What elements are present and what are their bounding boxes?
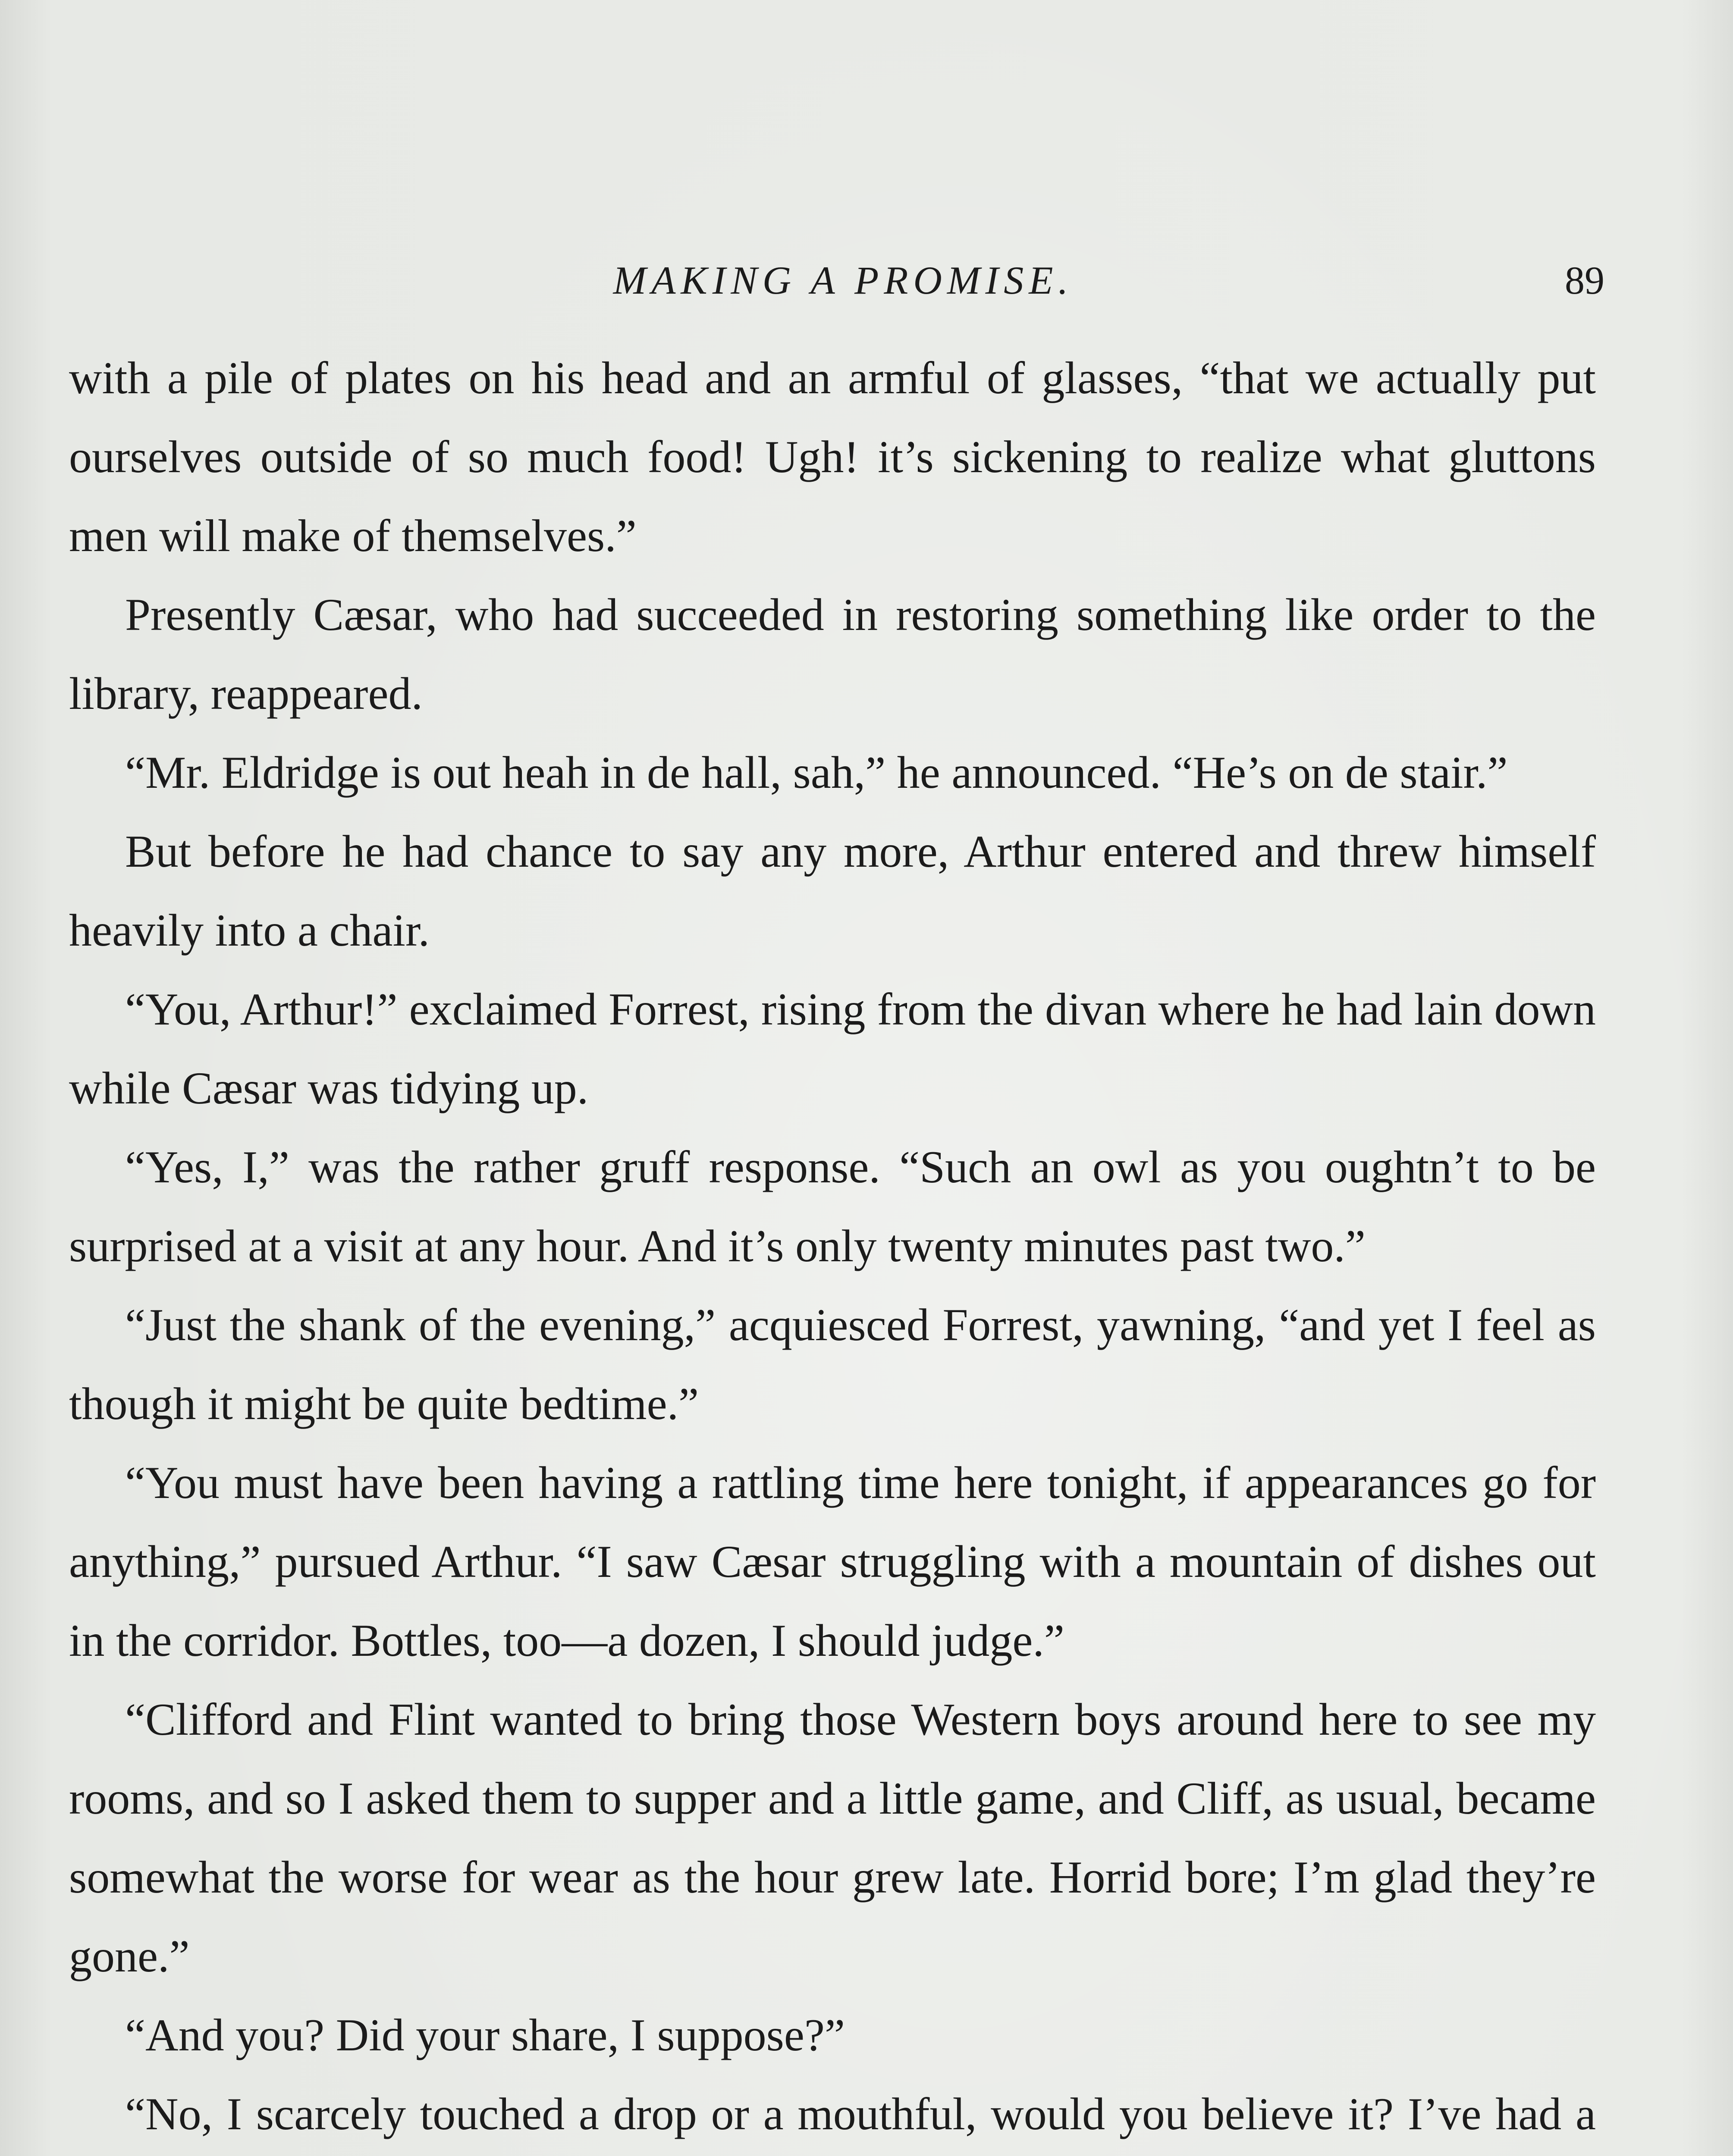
page-number: 89 — [1565, 258, 1604, 302]
page-body — [69, 338, 1596, 2156]
paragraph: “No, I scarcely touched a drop or a mouthful, would you believe it? I’ve had a — [125, 2089, 1596, 2139]
paragraph: But before he had chance to say any more, Arthur entered and threw himself heavily into a chair. — [69, 826, 1596, 956]
paragraph: “You must have been having a rattling time here tonight, if appearances go for anything,” pursued Arthur. “I saw Cæsar struggling with a mountain of dishes out in the corridor. Bottles, too—a dozen, I should judge.” — [69, 1457, 1596, 1666]
paragraph: “Just the shank of the evening,” acquiesced Forrest, yawning, “and yet I feel as though it might be quite bedtime.” — [69, 1300, 1596, 1429]
running-head: MAKING A PROMISE. — [613, 258, 1074, 302]
paragraph: “Yes, I,” was the rather gruff response. “Such an owl as you oughtn’t to be surprised at a visit at any hour. And it’s only twenty minutes past two.” — [69, 1142, 1596, 1271]
paragraph: “Mr. Eldridge is out heah in de hall, sah,” he announced. “He’s on de stair.” — [125, 747, 1508, 798]
page-header — [0, 248, 1733, 313]
paragraph: Presently Cæsar, who had succeeded in restoring something like order to the library, reappeared. — [69, 589, 1596, 719]
paragraph: “And you? Did your share, I suppose?” — [125, 2010, 845, 2060]
paragraph: “You, Arthur!” exclaimed Forrest, rising from the divan where he had lain down while Cæsar was tidying up. — [69, 984, 1596, 1113]
paragraph: “Clifford and Flint wanted to bring those Western boys around here to see my rooms, and so I asked them to supper and a little game, and Cliff, as usual, became somewhat the worse for wear as the hour grew late. Horrid bore; I’m glad they’re gone.” — [69, 1694, 1596, 1981]
paragraph: with a pile of plates on his head and an armful of glasses, “that we actually put ourselves outside of so much food! Ugh! it’s sickening to realize what gluttons men will make of themselves.” — [69, 353, 1596, 561]
